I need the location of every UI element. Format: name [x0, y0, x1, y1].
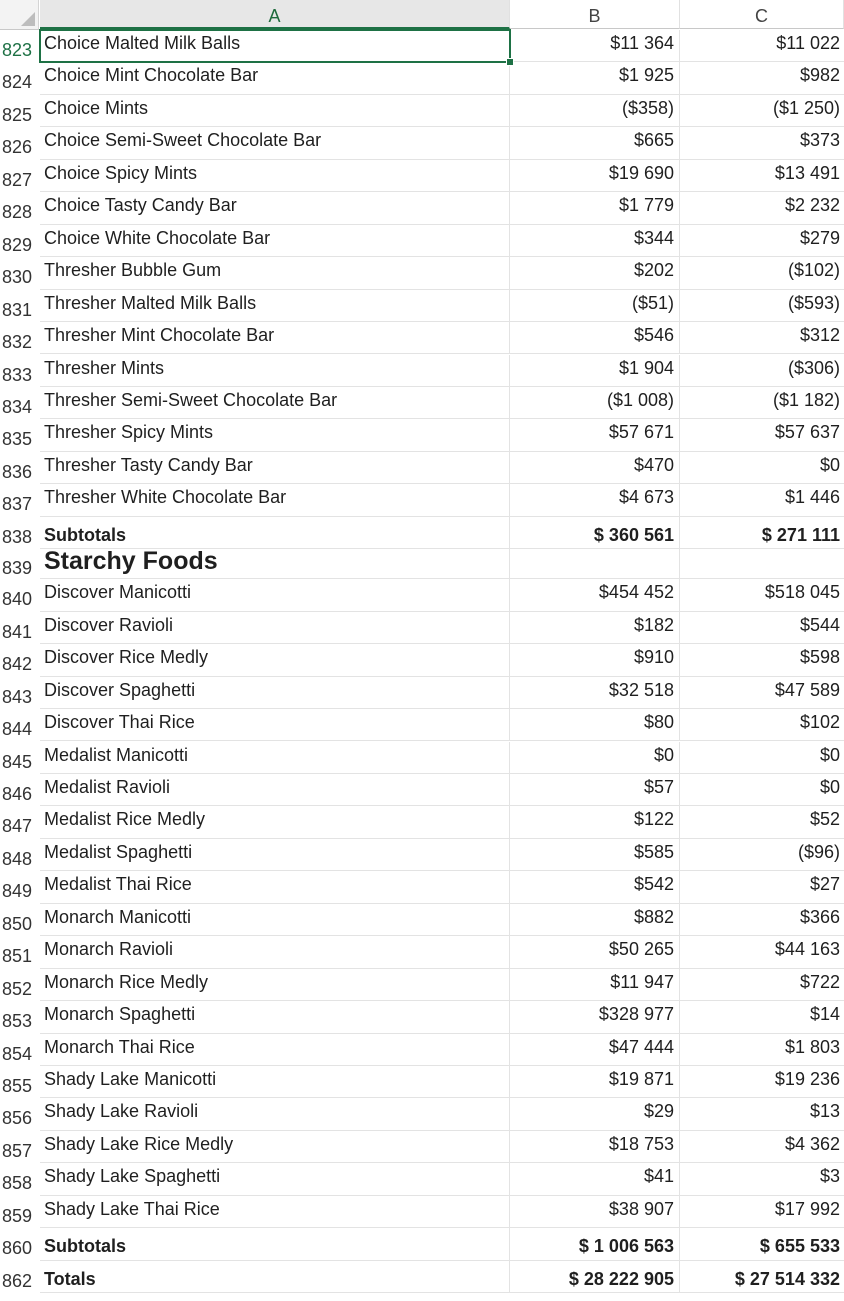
- row-number[interactable]: 823: [2, 40, 33, 60]
- cell-c[interactable]: $312: [680, 322, 844, 354]
- cell-b[interactable]: $542: [510, 871, 680, 903]
- fill-handle[interactable]: [506, 58, 514, 66]
- cell-b[interactable]: $11 947: [510, 969, 680, 1001]
- row-number[interactable]: 832: [2, 332, 33, 353]
- cell-b[interactable]: ($51): [510, 290, 680, 322]
- row-number[interactable]: 833: [2, 364, 33, 385]
- table-row: [0, 1066, 844, 1098]
- table-row: [0, 62, 844, 94]
- table-row: [0, 192, 844, 224]
- cell-a[interactable]: Shady Lake Thai Rice: [40, 1196, 510, 1228]
- cell-c[interactable]: $598: [680, 644, 844, 676]
- cell-b[interactable]: $41: [510, 1163, 680, 1195]
- cell-a[interactable]: Shady Lake Manicotti: [40, 1066, 510, 1098]
- table-row: [0, 936, 844, 968]
- cell-a[interactable]: Thresher Malted Milk Balls: [40, 290, 510, 322]
- row-number[interactable]: 849: [2, 881, 33, 902]
- cell-a[interactable]: Choice Malted Milk Balls: [40, 30, 510, 62]
- table-row: [0, 1163, 844, 1195]
- cell-a[interactable]: Thresher Bubble Gum: [40, 257, 510, 289]
- cell-b[interactable]: $585: [510, 839, 680, 871]
- table-row: [0, 257, 844, 289]
- table-row: [0, 774, 844, 806]
- row-number[interactable]: 831: [2, 299, 33, 320]
- cell-c[interactable]: $722: [680, 969, 844, 1001]
- cell-c[interactable]: $44 163: [680, 936, 844, 968]
- cell-a[interactable]: Medalist Spaghetti: [40, 839, 510, 871]
- cell-b[interactable]: $0: [510, 742, 680, 774]
- cell-c[interactable]: $52: [680, 806, 844, 838]
- cell-b[interactable]: $32 518: [510, 677, 680, 709]
- cell-c[interactable]: $47 589: [680, 677, 844, 709]
- cell-c[interactable]: $4 362: [680, 1131, 844, 1163]
- cell-b[interactable]: $1 779: [510, 192, 680, 224]
- table-row: [0, 290, 844, 322]
- row-number[interactable]: 836: [2, 461, 33, 482]
- row-number[interactable]: 841: [2, 621, 33, 642]
- cell-a[interactable]: Choice White Chocolate Bar: [40, 225, 510, 257]
- row-number[interactable]: 830: [2, 267, 33, 288]
- row-number[interactable]: 854: [2, 1043, 33, 1064]
- cell-c[interactable]: ($593): [680, 290, 844, 322]
- table-row: [0, 1228, 844, 1261]
- column-header-b[interactable]: B: [510, 0, 680, 29]
- cell-c[interactable]: $0: [680, 452, 844, 484]
- cell-b[interactable]: $1 904: [510, 355, 680, 387]
- row-number[interactable]: 842: [2, 654, 33, 675]
- cell-b[interactable]: $19 690: [510, 160, 680, 192]
- cell-c[interactable]: $13: [680, 1098, 844, 1130]
- row-number[interactable]: 857: [2, 1140, 33, 1161]
- table-row: [0, 709, 844, 741]
- cell-c[interactable]: $ 27 514 332: [680, 1261, 844, 1294]
- cell-b[interactable]: $ 1 006 563: [510, 1228, 680, 1261]
- table-row: [0, 387, 844, 419]
- cell-b[interactable]: $665: [510, 127, 680, 159]
- row-number[interactable]: 847: [2, 816, 33, 837]
- table-row: [0, 1131, 844, 1163]
- cell-c[interactable]: $373: [680, 127, 844, 159]
- cell-c[interactable]: $366: [680, 904, 844, 936]
- cell-b[interactable]: $202: [510, 257, 680, 289]
- cell-a[interactable]: Totals: [40, 1261, 510, 1294]
- row-number[interactable]: 855: [2, 1076, 33, 1096]
- table-row: [0, 322, 844, 354]
- cell-c[interactable]: ($102): [680, 257, 844, 289]
- cell-c[interactable]: $57 637: [680, 419, 844, 451]
- cell-b[interactable]: $ 360 561: [510, 517, 680, 550]
- table-row: [0, 452, 844, 484]
- row-number[interactable]: 848: [2, 848, 33, 869]
- column-header-a[interactable]: A: [40, 0, 510, 29]
- cell-c[interactable]: $279: [680, 225, 844, 257]
- cell-a[interactable]: Subtotals: [40, 1228, 510, 1261]
- row-number[interactable]: 844: [2, 719, 33, 740]
- cell-a[interactable]: Medalist Rice Medly: [40, 806, 510, 838]
- table-row: [0, 871, 844, 903]
- table-row: [0, 612, 844, 644]
- table-row: [0, 95, 844, 127]
- cell-a[interactable]: Monarch Thai Rice: [40, 1034, 510, 1066]
- cell-c[interactable]: $518 045: [680, 579, 844, 611]
- table-row: [0, 969, 844, 1001]
- row-number[interactable]: 824: [2, 72, 33, 93]
- table-row: [0, 355, 844, 387]
- table-row: [0, 742, 844, 774]
- cell-b[interactable]: [510, 549, 680, 579]
- cell-a[interactable]: Shady Lake Rice Medly: [40, 1131, 510, 1163]
- cell-a[interactable]: Thresher Tasty Candy Bar: [40, 452, 510, 484]
- cell-c[interactable]: ($96): [680, 839, 844, 871]
- row-number[interactable]: 858: [2, 1173, 33, 1194]
- table-row: [0, 644, 844, 676]
- cell-a[interactable]: Choice Mint Chocolate Bar: [40, 62, 510, 94]
- cell-a[interactable]: Thresher Mints: [40, 355, 510, 387]
- cell-b[interactable]: $1 925: [510, 62, 680, 94]
- cell-b[interactable]: $454 452: [510, 579, 680, 611]
- table-row: [0, 1196, 844, 1228]
- row-number[interactable]: 834: [2, 396, 33, 417]
- cell-a[interactable]: Subtotals: [40, 517, 510, 550]
- row-number[interactable]: 845: [2, 751, 33, 772]
- row-number[interactable]: 843: [2, 686, 33, 707]
- select-all-triangle-icon: [21, 12, 35, 26]
- table-row: [0, 1001, 844, 1033]
- table-row: [0, 904, 844, 936]
- cell-c[interactable]: $ 655 533: [680, 1228, 844, 1261]
- column-header-c[interactable]: C: [680, 0, 844, 29]
- cell-b[interactable]: $ 28 222 905: [510, 1261, 680, 1294]
- row-number[interactable]: 840: [2, 589, 33, 610]
- cell-a[interactable]: Monarch Ravioli: [40, 936, 510, 968]
- cell-a[interactable]: Medalist Thai Rice: [40, 871, 510, 903]
- table-row: [0, 1034, 844, 1066]
- cell-a[interactable]: Discover Thai Rice: [40, 709, 510, 741]
- cell-b[interactable]: $182: [510, 612, 680, 644]
- cell-a[interactable]: Medalist Ravioli: [40, 774, 510, 806]
- cell-a[interactable]: Thresher Semi-Sweet Chocolate Bar: [40, 387, 510, 419]
- table-row: [0, 225, 844, 257]
- cell-c[interactable]: $13 491: [680, 160, 844, 192]
- cell-a[interactable]: Monarch Manicotti: [40, 904, 510, 936]
- table-row: [0, 517, 844, 550]
- table-row: [0, 127, 844, 159]
- cell-b[interactable]: $80: [510, 709, 680, 741]
- table-row: [0, 419, 844, 451]
- table-row: [0, 549, 844, 579]
- cell-b[interactable]: $38 907: [510, 1196, 680, 1228]
- cell-c[interactable]: ($306): [680, 355, 844, 387]
- cell-b[interactable]: $910: [510, 644, 680, 676]
- table-row: [0, 1098, 844, 1130]
- cell-a[interactable]: Thresher Spicy Mints: [40, 419, 510, 451]
- row-number[interactable]: 828: [2, 202, 33, 223]
- cell-c[interactable]: $982: [680, 62, 844, 94]
- cell-b[interactable]: $882: [510, 904, 680, 936]
- cell-b[interactable]: $19 871: [510, 1066, 680, 1098]
- table-row: [0, 30, 844, 62]
- cell-c[interactable]: $ 271 111: [680, 517, 844, 550]
- row-number[interactable]: 862: [2, 1270, 33, 1291]
- table-row: [0, 579, 844, 611]
- row-number[interactable]: 856: [2, 1108, 33, 1129]
- cell-a[interactable]: Starchy Foods: [40, 549, 510, 579]
- cell-b[interactable]: $57 671: [510, 419, 680, 451]
- row-number[interactable]: 850: [2, 913, 33, 934]
- row-number[interactable]: 860: [2, 1238, 33, 1259]
- cell-c[interactable]: $11 022: [680, 30, 844, 62]
- cell-a[interactable]: Thresher Mint Chocolate Bar: [40, 322, 510, 354]
- cell-c[interactable]: $0: [680, 742, 844, 774]
- cell-c[interactable]: $19 236: [680, 1066, 844, 1098]
- cell-c[interactable]: $1 803: [680, 1034, 844, 1066]
- row-number[interactable]: 835: [2, 429, 33, 450]
- cell-a[interactable]: Choice Tasty Candy Bar: [40, 192, 510, 224]
- row-number[interactable]: 851: [2, 946, 33, 967]
- cell-c[interactable]: $1 446: [680, 484, 844, 516]
- row-number[interactable]: 829: [2, 234, 33, 255]
- cell-c[interactable]: $102: [680, 709, 844, 741]
- cell-b[interactable]: $18 753: [510, 1131, 680, 1163]
- cell-b[interactable]: $11 364: [510, 30, 680, 62]
- cell-b[interactable]: $470: [510, 452, 680, 484]
- table-row: [0, 839, 844, 871]
- cell-c[interactable]: $14: [680, 1001, 844, 1033]
- table-row: [0, 677, 844, 709]
- row-number[interactable]: 837: [2, 494, 33, 515]
- row-number[interactable]: 852: [2, 978, 33, 999]
- cell-c[interactable]: $544: [680, 612, 844, 644]
- cell-c[interactable]: [680, 549, 844, 579]
- table-row: [0, 806, 844, 838]
- row-number[interactable]: 826: [2, 137, 33, 158]
- row-number[interactable]: 825: [2, 104, 33, 125]
- cell-a[interactable]: Discover Rice Medly: [40, 644, 510, 676]
- cell-a[interactable]: Choice Semi-Sweet Chocolate Bar: [40, 127, 510, 159]
- cell-b[interactable]: ($1 008): [510, 387, 680, 419]
- cell-a[interactable]: Monarch Rice Medly: [40, 969, 510, 1001]
- cell-a[interactable]: Medalist Manicotti: [40, 742, 510, 774]
- cell-c[interactable]: ($1 182): [680, 387, 844, 419]
- cell-c[interactable]: $27: [680, 871, 844, 903]
- cell-b[interactable]: $29: [510, 1098, 680, 1130]
- cell-a[interactable]: Discover Manicotti: [40, 579, 510, 611]
- cell-b[interactable]: $328 977: [510, 1001, 680, 1033]
- cell-b[interactable]: $57: [510, 774, 680, 806]
- table-row: [0, 1261, 844, 1294]
- cell-c[interactable]: $17 992: [680, 1196, 844, 1228]
- cell-a[interactable]: Discover Ravioli: [40, 612, 510, 644]
- row-number[interactable]: 827: [2, 169, 33, 190]
- cell-c[interactable]: $3: [680, 1163, 844, 1195]
- cell-b[interactable]: $344: [510, 225, 680, 257]
- cell-b[interactable]: ($358): [510, 95, 680, 127]
- cell-c[interactable]: ($1 250): [680, 95, 844, 127]
- cell-b[interactable]: $50 265: [510, 936, 680, 968]
- row-number[interactable]: 838: [2, 526, 33, 547]
- column-header-bar: [0, 0, 844, 30]
- row-number[interactable]: 859: [2, 1205, 33, 1226]
- cell-a[interactable]: Choice Spicy Mints: [40, 160, 510, 192]
- cell-c[interactable]: $0: [680, 774, 844, 806]
- row-number[interactable]: 846: [2, 783, 33, 804]
- table-row: [0, 160, 844, 192]
- cell-b[interactable]: $546: [510, 322, 680, 354]
- cell-a[interactable]: Choice Mints: [40, 95, 510, 127]
- cell-a[interactable]: Monarch Spaghetti: [40, 1001, 510, 1033]
- cell-a[interactable]: Thresher White Chocolate Bar: [40, 484, 510, 516]
- row-number[interactable]: 839: [2, 558, 33, 579]
- cell-b[interactable]: $47 444: [510, 1034, 680, 1066]
- cell-c[interactable]: $2 232: [680, 192, 844, 224]
- cell-a[interactable]: Shady Lake Spaghetti: [40, 1163, 510, 1195]
- table-row: [0, 484, 844, 516]
- cell-b[interactable]: $122: [510, 806, 680, 838]
- select-all-button[interactable]: [0, 0, 39, 30]
- cell-a[interactable]: Shady Lake Ravioli: [40, 1098, 510, 1130]
- row-number[interactable]: 853: [2, 1011, 33, 1032]
- cell-a[interactable]: Discover Spaghetti: [40, 677, 510, 709]
- cell-b[interactable]: $4 673: [510, 484, 680, 516]
